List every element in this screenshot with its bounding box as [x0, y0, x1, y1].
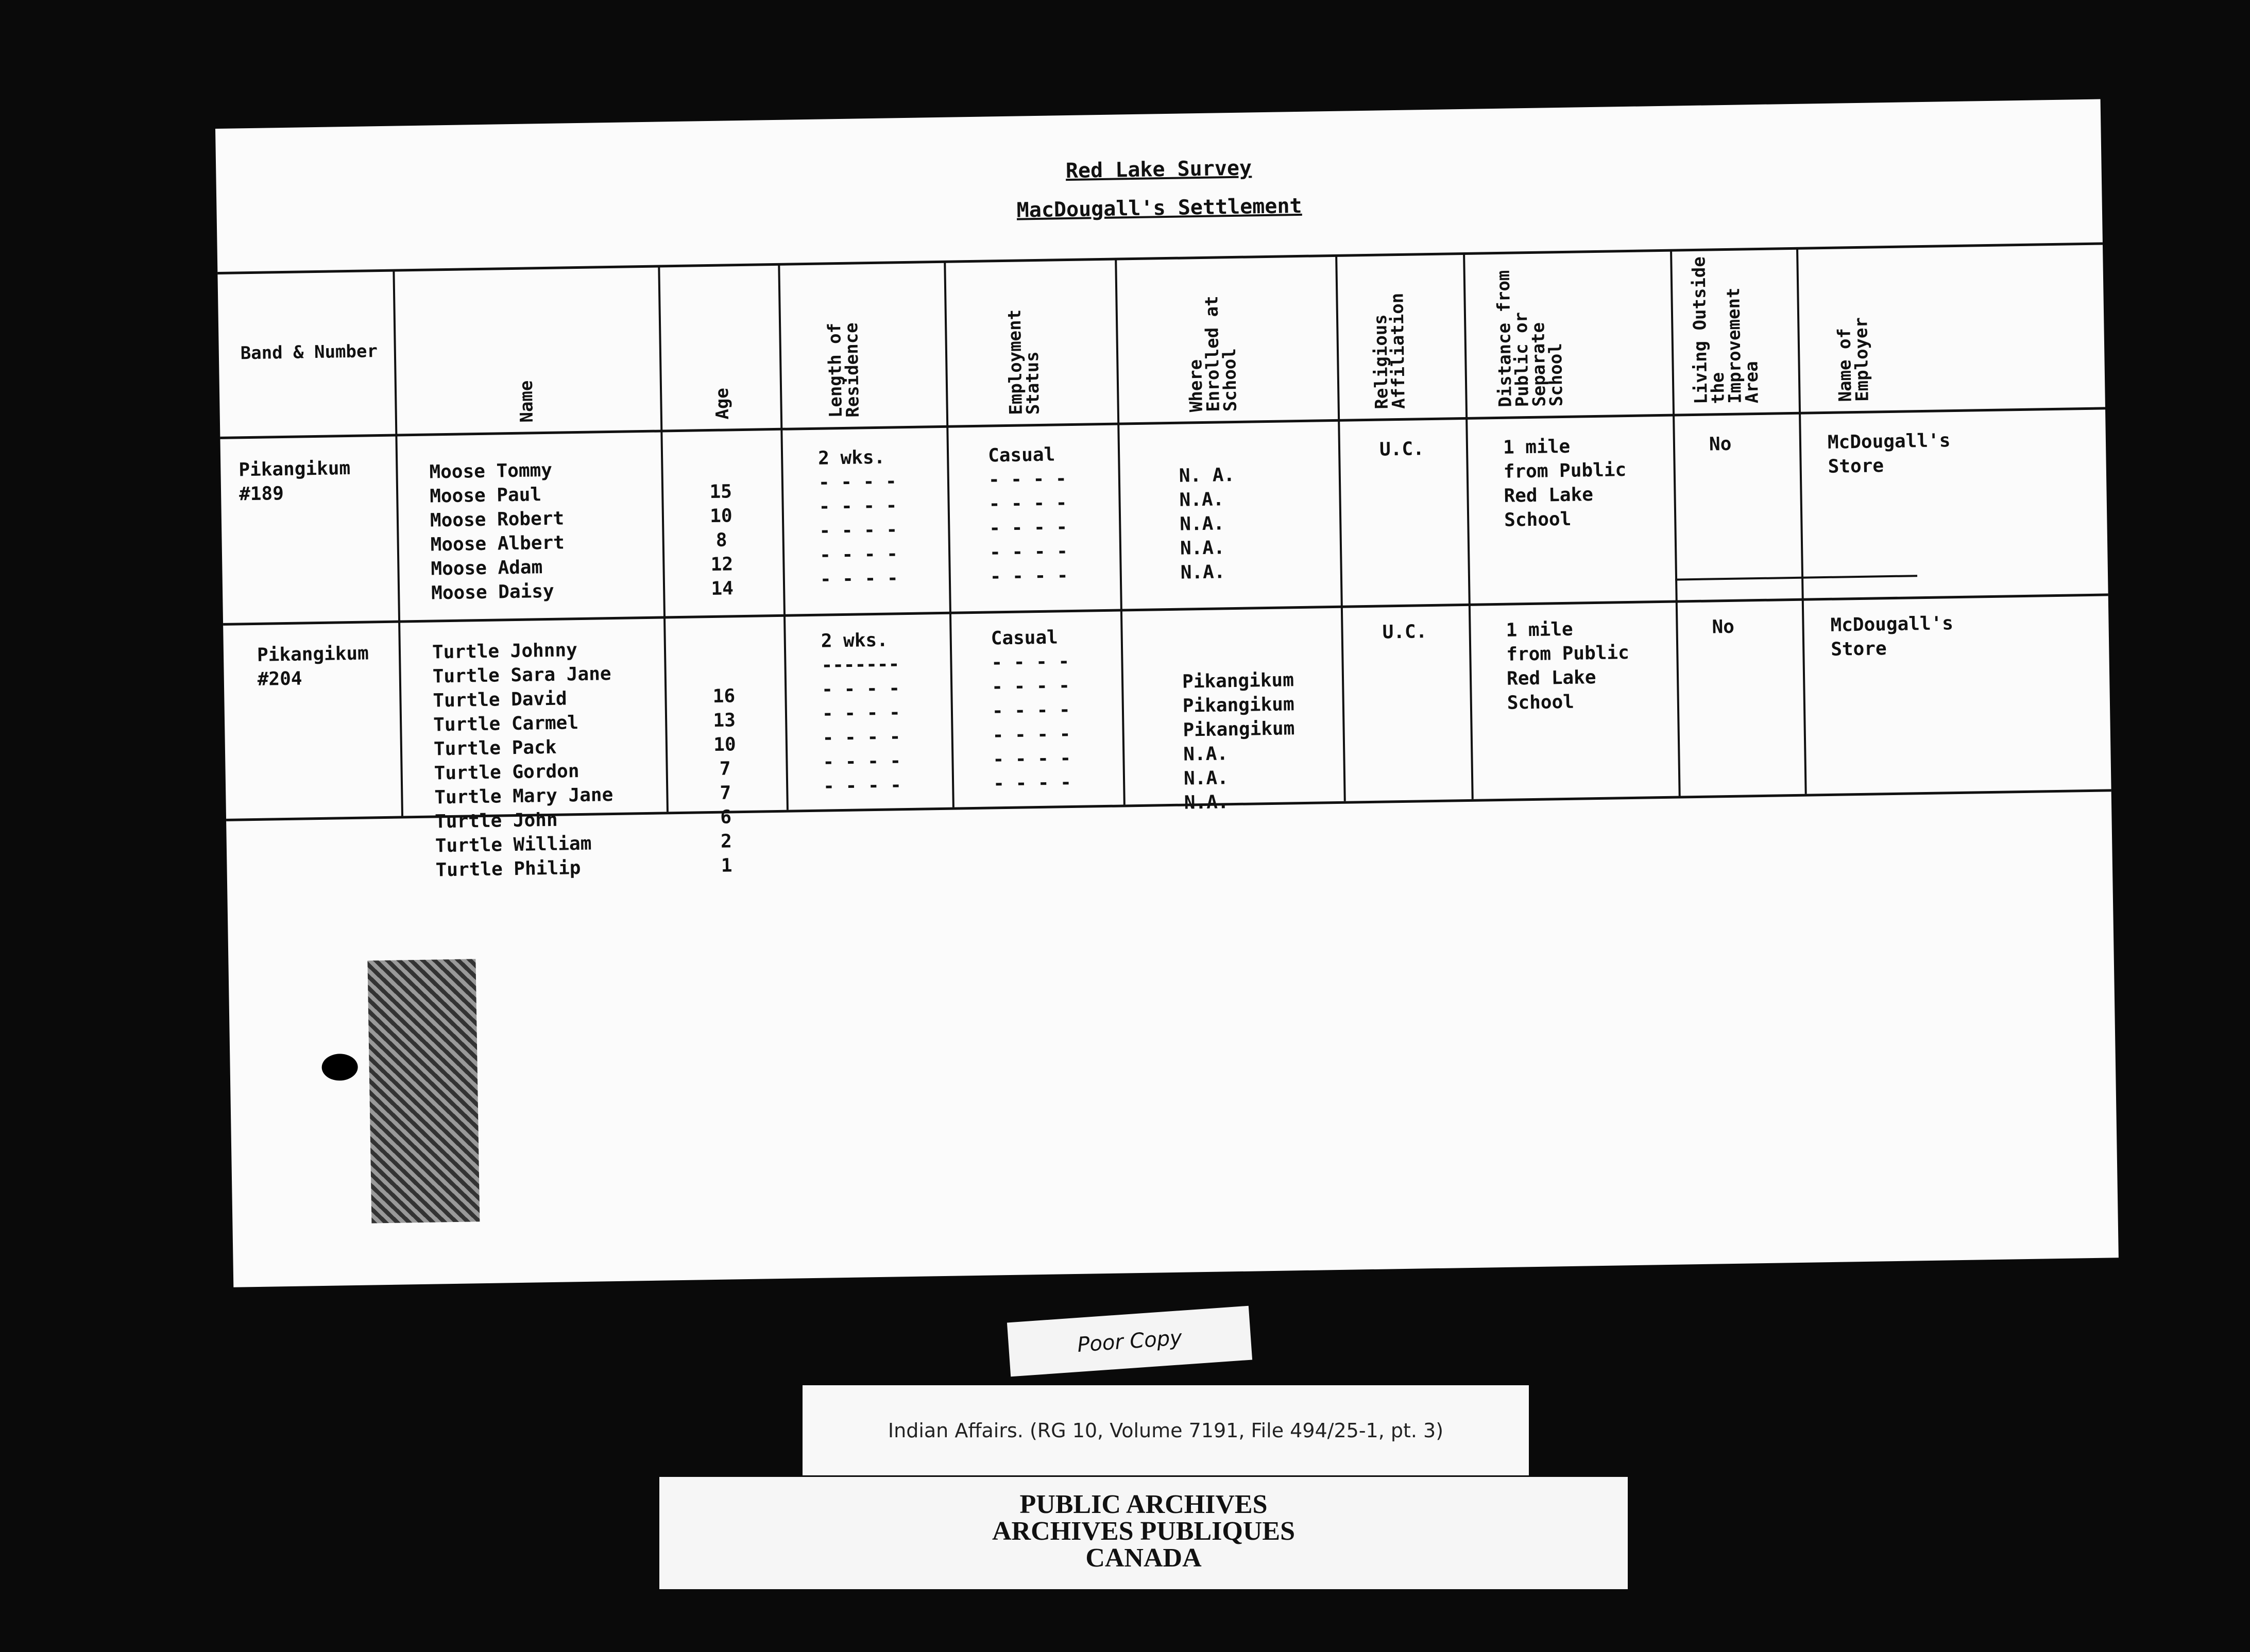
- row1-names: Moose Tommy Moose Paul Moose Robert Moose Albert Moose Adam Moose Daisy: [429, 459, 565, 604]
- header-length-of-residence: Length of Residence: [824, 322, 863, 418]
- column-rule: [393, 270, 403, 816]
- header-name-of-employer: Name of Employer: [1834, 317, 1873, 402]
- row1-religion: U.C.: [1379, 438, 1425, 460]
- header-where-enrolled: Where Enrolled at School: [1185, 296, 1241, 412]
- header-bottom-rule: [220, 407, 2105, 439]
- archive-stamp-card: [659, 1477, 1628, 1589]
- column-rule: [658, 266, 669, 812]
- row1-employment: Casual - - - - - - - - - - - - - - - - - - - -: [987, 444, 1068, 588]
- row1-living-outside: No: [1709, 433, 1732, 455]
- row1-partial-rule: [1675, 575, 1917, 580]
- survey-sheet: [215, 99, 2119, 1287]
- header-religious-affiliation: Religious Affiliation: [1370, 292, 1409, 409]
- row2-employment: Casual - - - - - - - - - - - - - - - - - - - - - - - -: [991, 627, 1072, 795]
- row2-employer: McDougall's Store: [1830, 613, 1954, 660]
- poor-copy-label: Poor Copy: [1007, 1306, 1252, 1377]
- document-subtitle: MacDougall's Settlement: [1016, 194, 1302, 222]
- column-rule: [1335, 255, 1346, 801]
- column-rule: [1670, 250, 1681, 796]
- column-rule: [1463, 253, 1474, 799]
- archive-stamp-line: ARCHIVES PUBLIQUES: [992, 1517, 1296, 1546]
- row2-residence: 2 wks. ------- - - - - - - - - - - - - - - - - - - - -: [821, 629, 902, 797]
- row1-employer: McDougall's Store: [1827, 430, 1951, 477]
- archive-stamp-line: PUBLIC ARCHIVES: [1019, 1490, 1268, 1519]
- column-rule: [1796, 248, 1807, 794]
- column-rule: [778, 264, 789, 810]
- row1-ages: 15 10 8 12 14: [709, 457, 734, 599]
- header-band-number: Band & Number: [240, 341, 378, 364]
- row1-distance: 1 mile from Public Red Lake School: [1503, 436, 1627, 531]
- column-rule: [1115, 259, 1126, 805]
- row1-school: N. A. N.A. N.A. N.A. N.A.: [1179, 464, 1235, 583]
- row1-band: Pikangikum #189: [238, 457, 351, 505]
- scan-damage-patch: [367, 959, 480, 1223]
- archive-reference-card: Indian Affairs. (RG 10, Volume 7191, File 494/25-1, pt. 3): [803, 1385, 1529, 1475]
- header-age: Age: [712, 387, 733, 420]
- header-living-outside: Living Outside the Improvement Area: [1689, 256, 1763, 405]
- row2-band: Pikangikum #204: [257, 643, 369, 690]
- column-rule: [944, 262, 954, 807]
- archive-stamp-line: CANADA: [1085, 1543, 1202, 1573]
- header-name: Name: [516, 380, 538, 423]
- row1-residence: 2 wks. - - - - - - - - - - - - - - - - - - - -: [817, 446, 898, 590]
- punch-hole: [321, 1054, 358, 1081]
- row2-names: Turtle Johnny Turtle Sara Jane Turtle David Turtle Carmel Turtle Pack Turtle Gordon Turtle Mary Jane Turtle John Turtle William Turtle Philip: [432, 640, 613, 881]
- header-employment-status: Employment Status: [1004, 309, 1044, 415]
- row2-distance: 1 mile from Public Red Lake School: [1506, 618, 1630, 714]
- header-distance: Distance from Public or Separate School: [1493, 270, 1567, 408]
- row2-school: Pikangikum Pikangikum Pikangikum N.A. N.A. N.A.: [1182, 669, 1295, 814]
- row2-ages: 16 13 10 7 7 6 2 1: [712, 637, 736, 876]
- row2-religion: U.C.: [1382, 621, 1427, 643]
- document-title: Red Lake Survey: [1065, 156, 1252, 183]
- table-top-rule: [217, 242, 2103, 274]
- row2-living-outside: No: [1712, 616, 1735, 638]
